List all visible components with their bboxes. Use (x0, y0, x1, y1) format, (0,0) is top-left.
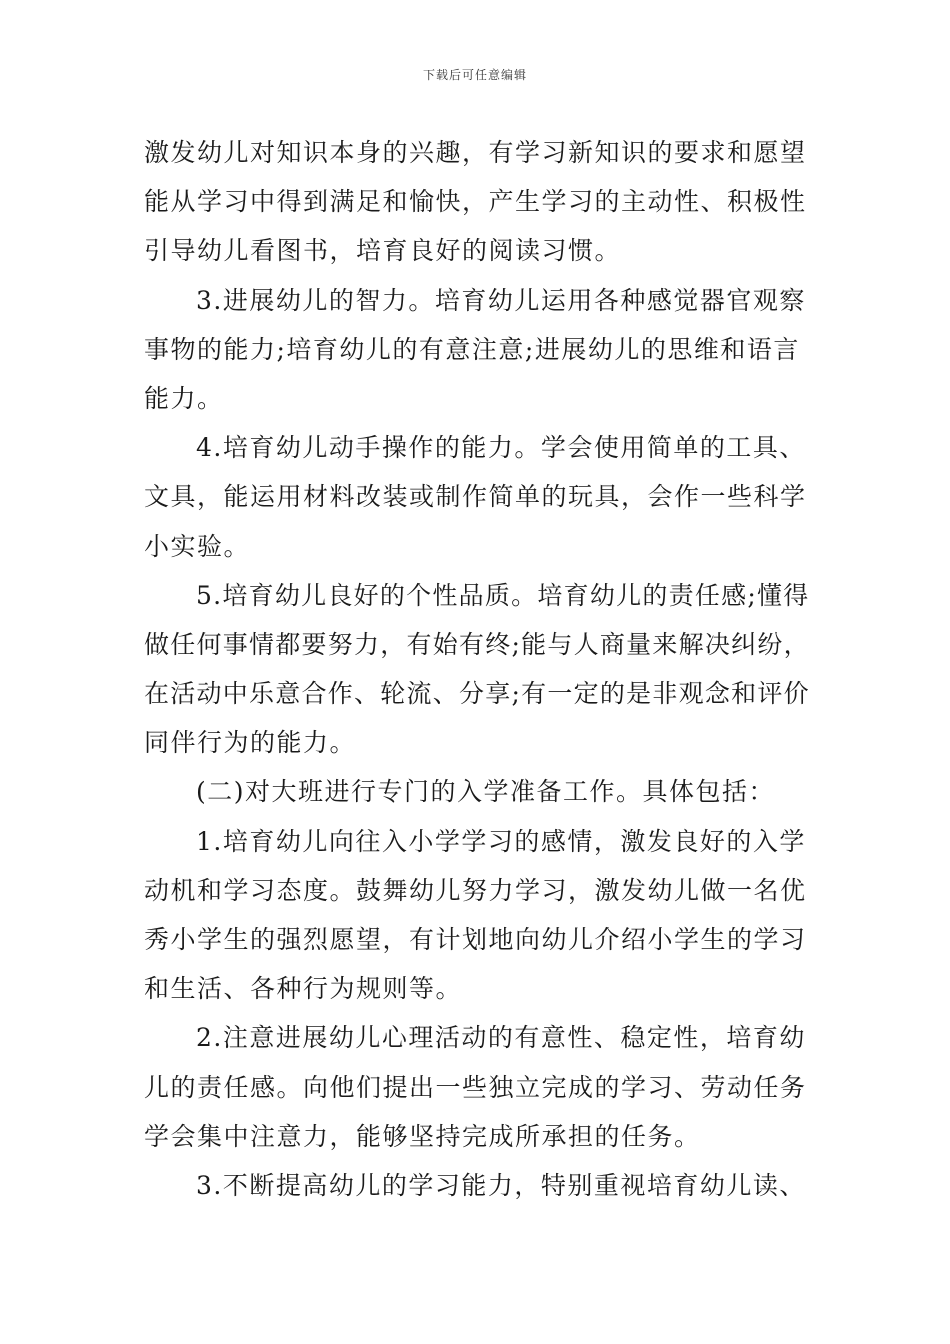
text-line: 引导幼儿看图书，培育良好的阅读习惯。 (144, 236, 622, 266)
text-line: 学会集中注意力，能够坚持完成所承担的任务。 (144, 1121, 701, 1151)
text-line: 同伴行为的能力。 (144, 728, 357, 758)
text-line: 2.注意进展幼儿心理活动的有意性、稳定性，培育幼 (196, 1023, 806, 1053)
text-line: 文具，能运用材料改装或制作简单的玩具，会作一些科学 (144, 482, 807, 512)
text-line: 动机和学习态度。鼓舞幼儿努力学习，激发幼儿做一名优 (144, 875, 807, 905)
text-line: 4.培育幼儿动手操作的能力。学会使用简单的工具、 (196, 433, 806, 463)
text-line: 激发幼儿对知识本身的兴趣，有学习新知识的要求和愿望 (144, 138, 807, 167)
text-line: 做任何事情都要努力，有始有终;能与人商量来解决纠纷， (144, 629, 810, 659)
text-line: 和生活、各种行为规则等。 (144, 974, 463, 1004)
text-line: 3.不断提高幼儿的学习能力，特别重视培育幼儿读、 (196, 1170, 806, 1200)
text-line: 小实验。 (144, 531, 251, 561)
text-line: 秀小学生的强烈愿望，有计划地向幼儿介绍小学生的学习 (144, 925, 807, 954)
text-line: 能从学习中得到满足和愉快，产生学习的主动性、积极性 (144, 187, 807, 217)
text-line: 1.培育幼儿向往入小学学习的感情，激发良好的入学 (196, 826, 806, 856)
text-line: 5.培育幼儿良好的个性品质。培育幼儿的责任感;懂得 (196, 580, 810, 610)
text-line: (二)对大班进行专门的入学准备工作。具体包括： (196, 777, 776, 807)
text-line: 事物的能力;培育幼儿的有意注意;进展幼儿的思维和语言 (144, 334, 800, 364)
text-line: 在活动中乐意合作、轮流、分享;有一定的是非观念和评价 (144, 679, 810, 709)
page-header: 下载后可任意编辑 (422, 68, 527, 82)
text-line: 3.进展幼儿的智力。培育幼儿运用各种感觉器官观察 (196, 285, 806, 315)
text-line: 能力。 (144, 383, 224, 413)
document-body (144, 128, 812, 1210)
text-line: 儿的责任感。向他们提出一些独立完成的学习、劳动任务 (144, 1072, 807, 1102)
